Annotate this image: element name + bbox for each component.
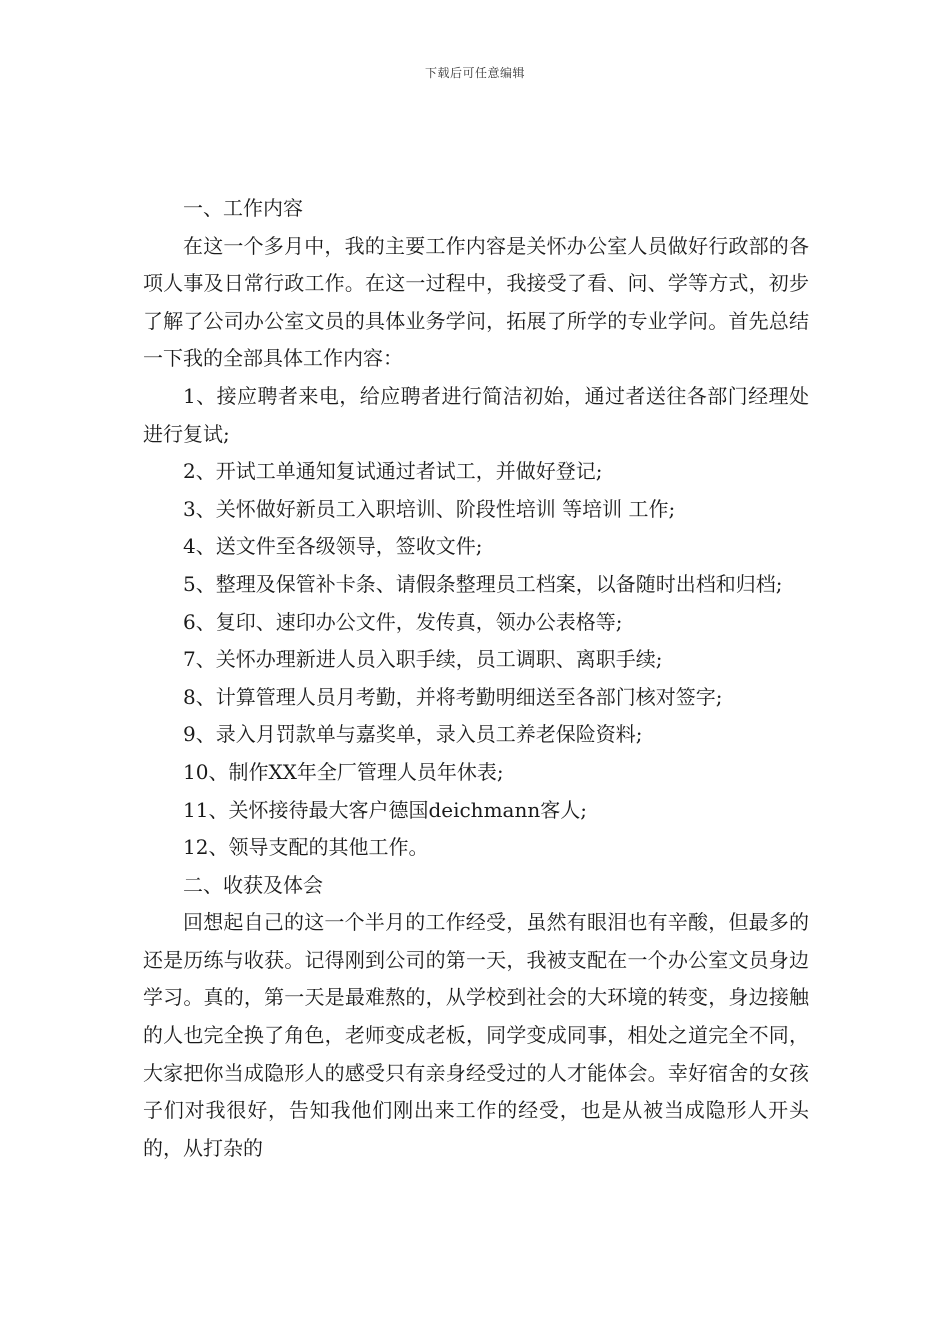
list-item-2: 2、开试工单通知复试通过者试工，并做好登记; (183, 459, 603, 484)
list-item-11: 11、关怀接待最大客户德国deichmann客人; (183, 797, 587, 822)
document-body (143, 190, 809, 1167)
page-header: 下载后可任意编辑 (424, 66, 525, 80)
section-heading-gains: 二、收获及体会 (183, 872, 323, 897)
list-item-8: 8、计算管理人员月考勤，并将考勤明细送至各部门核对签字; (183, 684, 723, 709)
list-item-3: 3、关怀做好新员工入职培训、阶段性培训 等培训 工作; (183, 496, 676, 521)
list-item-10: 10、制作XX年全厂管理人员年休表; (183, 759, 504, 784)
list-item-5: 5、整理及保管补卡条、请假条整理员工档案，以备随时出档和归档; (183, 571, 783, 596)
list-item-4: 4、送文件至各级领导，签收文件; (183, 534, 483, 559)
list-item-12: 12、领导支配的其他工作。 (183, 835, 429, 860)
paragraph-intro: 在这一个多月中，我的主要工作内容是关怀办公室人员做好行政部的各项人事及日常行政工作。在这一过程中，我接受了看、问、学等方式，初步了解了公司办公室文员的具体业务学问，拓展了所学的专业学问。首先总结一下我的全部具体工作内容： (143, 233, 809, 371)
list-item-9: 9、录入月罚款单与嘉奖单，录入员工养老保险资料; (183, 722, 643, 747)
list-item-1: 1、接应聘者来电，给应聘者进行简洁初始，通过者送往各部门经理处进行复试; (143, 383, 809, 446)
paragraph-reflection: 回想起自己的这一个半月的工作经受，虽然有眼泪也有辛酸，但最多的还是历练与收获。记得刚到公司的第一天，我被支配在一个办公室文员身边学习。真的，第一天是最难熬的，从学校到社会的大环境的转变，身边接触的人也完全换了角色，老师变成老板，同学变成同事，相处之道完全不同，大家把你当成隐形人的感受只有亲身经受过的人才能体会。幸好宿舍的女孩子们对我很好，告知我他们刚出来工作的经受，也是从被当成隐形人开头的，从打杂的 (143, 910, 809, 1160)
section-heading-work-content: 一、工作内容 (183, 196, 303, 220)
list-item-6: 6、复印、速印办公文件，发传真，领办公表格等; (183, 609, 623, 634)
list-item-7: 7、关怀办理新进人员入职手续，员工调职、离职手续; (183, 647, 663, 672)
